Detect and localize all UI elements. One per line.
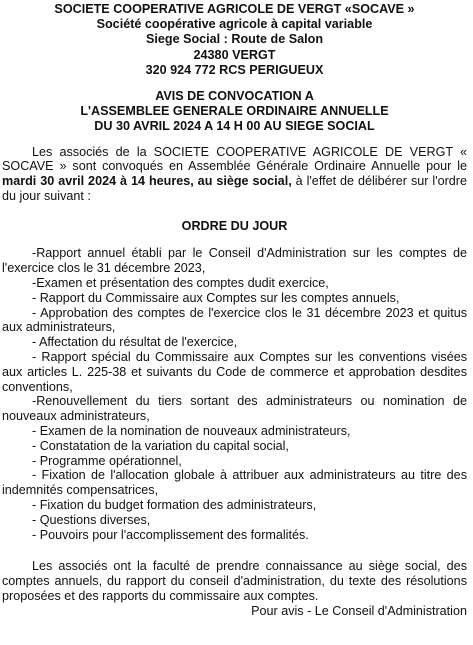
agenda-item: -Renouvellement du tiers sortant des administrateurs ou nomination de nouveaux administrateurs, (2, 394, 467, 424)
agenda-item: -Rapport annuel établi par le Conseil d'Administration sur les comptes de l'exercice clos le 31 décembre 2023, (2, 246, 467, 276)
agenda-item: - Fixation du budget formation des administrateurs, (32, 498, 317, 513)
notice-title-line-1: AVIS DE CONVOCATION A (155, 88, 314, 103)
agenda-item: - Approbation des comptes de l'exercice clos le 31 décembre 2023 et quitus aux administrateurs, (2, 305, 467, 335)
agenda-item: - Fixation de l'allocation globale à attribuer aux administrateurs au titre des indemnités compensatrices, (2, 468, 467, 498)
agenda-list (2, 246, 467, 542)
agenda-item: - Affectation du résultat de l'exercice, (32, 335, 238, 350)
intro-text-end: à l'effet de délibérer sur l'ordre du jour suivant : (2, 174, 467, 203)
agenda-item: -Examen et présentation des comptes dudit exercice, (32, 276, 329, 291)
intro-text-start: Les associés de la SOCIETE COOPERATIVE AGRICOLE DE VERGT « SOCAVE » sont convoqués en Assemblée Générale Ordinaire Annuelle pour le (2, 144, 467, 174)
agenda-item: - Constatation de la variation du capital social, (32, 438, 289, 453)
agenda-item: - Programme opérationnel, (32, 453, 182, 468)
company-legal-form: Société coopérative agricole à capital variable (96, 17, 373, 32)
company-postcode-city: 24380 VERGT (193, 47, 276, 62)
agenda-item: - Rapport spécial du Commissaire aux Comptes sur les conventions visées aux articles L. 225-38 et suivants du Code de commerce et approbation desdites conventions, (2, 350, 467, 394)
notice-title-line-3: DU 30 AVRIL 2024 A 14 H 00 AU SIEGE SOCIAL (94, 119, 375, 134)
closing-paragraph: Les associés ont la faculté de prendre connaissance au siège social, des comptes annuels, du rapport du conseil d'administration, du texte des résolutions proposées et des rapports du commissaire aux comptes. (2, 559, 467, 604)
agenda-item: - Pouvoirs pour l'accomplissement des formalités. (32, 527, 309, 542)
company-name: SOCIETE COOPERATIVE AGRICOLE DE VERGT «SOCAVE » (54, 2, 415, 16)
agenda-item: - Examen de la nomination de nouveaux administrateurs, (32, 424, 351, 439)
meeting-date-emphasis: mardi 30 avril 2024 à 14 heures, au siège social, (2, 174, 292, 189)
agenda-title: ORDRE DU JOUR (181, 218, 288, 233)
intro-paragraph (2, 145, 467, 204)
company-head-office: Siege Social : Route de Salon (145, 32, 324, 47)
signature: Pour avis - Le Conseil d'Administration (251, 603, 467, 618)
agenda-item: - Rapport du Commissaire aux Comptes sur les comptes annuels, (32, 290, 400, 305)
agenda-item: - Questions diverses, (32, 512, 151, 527)
notice-title (2, 89, 467, 135)
notice-title-line-2: L'ASSEMBLEE GENERALE ORDINAIRE ANNUELLE (80, 104, 389, 119)
company-header (2, 2, 467, 78)
company-rcs-number: 320 924 772 RCS PERIGUEUX (145, 62, 324, 77)
